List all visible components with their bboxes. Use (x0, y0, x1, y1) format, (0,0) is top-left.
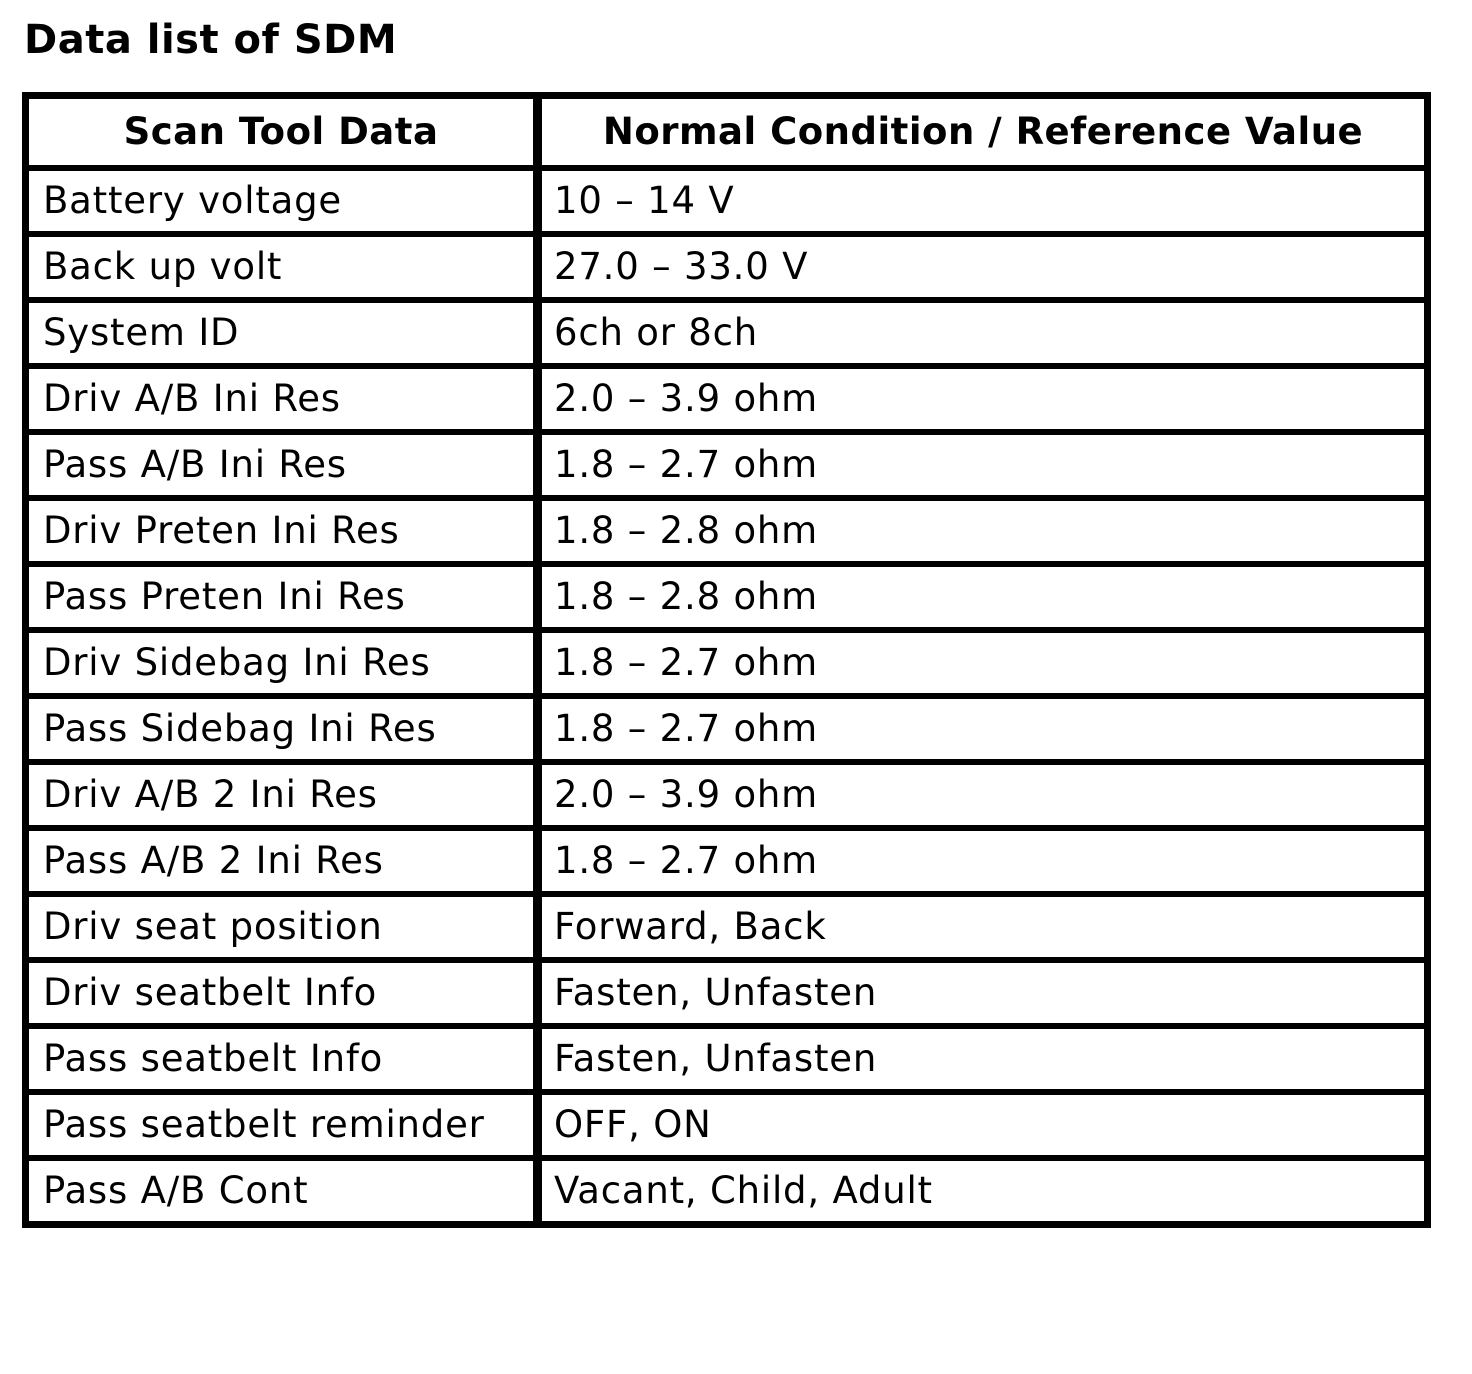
table-row (26, 762, 1428, 828)
table-row (26, 366, 1428, 432)
sdm-data-table (22, 92, 1431, 1228)
scan-tool-data-cell: Pass Sidebag Ini Res (26, 696, 538, 762)
table-row (26, 498, 1428, 564)
reference-value-cell: Fasten, Unfasten (538, 960, 1428, 1026)
scan-tool-data-cell: Pass A/B Cont (26, 1158, 538, 1225)
table-row (26, 432, 1428, 498)
page-title: Data list of SDM (24, 17, 398, 63)
reference-value-cell: 27.0 – 33.0 V (538, 234, 1428, 300)
scan-tool-data-cell: Driv A/B 2 Ini Res (26, 762, 538, 828)
table-row (26, 630, 1428, 696)
reference-value-cell: 2.0 – 3.9 ohm (538, 366, 1428, 432)
table-row (26, 168, 1428, 234)
reference-value-cell: Fasten, Unfasten (538, 1026, 1428, 1092)
scan-tool-data-cell: Driv A/B Ini Res (26, 366, 538, 432)
scan-tool-data-cell: Back up volt (26, 234, 538, 300)
scan-tool-data-cell: Driv Sidebag Ini Res (26, 630, 538, 696)
reference-value-cell: 1.8 – 2.7 ohm (538, 828, 1428, 894)
reference-value-cell: Forward, Back (538, 894, 1428, 960)
scan-tool-data-cell: Pass A/B Ini Res (26, 432, 538, 498)
reference-value-cell: 1.8 – 2.8 ohm (538, 564, 1428, 630)
scan-tool-data-cell: Pass A/B 2 Ini Res (26, 828, 538, 894)
scan-tool-data-cell: System ID (26, 300, 538, 366)
reference-value-cell: 10 – 14 V (538, 168, 1428, 234)
table-row (26, 234, 1428, 300)
header-scan-tool-data: Scan Tool Data (26, 96, 538, 169)
table-header (26, 96, 1428, 169)
reference-value-cell: 1.8 – 2.7 ohm (538, 630, 1428, 696)
scan-tool-data-cell: Pass seatbelt reminder (26, 1092, 538, 1158)
table-row (26, 1026, 1428, 1092)
table-row (26, 1158, 1428, 1225)
reference-value-cell: 6ch or 8ch (538, 300, 1428, 366)
reference-value-cell: 1.8 – 2.8 ohm (538, 498, 1428, 564)
table-row (26, 828, 1428, 894)
table-row (26, 300, 1428, 366)
table-row (26, 696, 1428, 762)
reference-value-cell: OFF, ON (538, 1092, 1428, 1158)
table-row (26, 960, 1428, 1026)
reference-value-cell: 1.8 – 2.7 ohm (538, 696, 1428, 762)
header-row (26, 96, 1428, 169)
header-reference-value: Normal Condition / Reference Value (538, 96, 1428, 169)
scan-tool-data-cell: Pass Preten Ini Res (26, 564, 538, 630)
scan-tool-data-cell: Driv seatbelt Info (26, 960, 538, 1026)
scan-tool-data-cell: Driv seat position (26, 894, 538, 960)
table-row (26, 1092, 1428, 1158)
table-row (26, 564, 1428, 630)
table-body (26, 168, 1428, 1225)
reference-value-cell: 2.0 – 3.9 ohm (538, 762, 1428, 828)
scan-tool-data-cell: Driv Preten Ini Res (26, 498, 538, 564)
table-row (26, 894, 1428, 960)
scan-tool-data-cell: Pass seatbelt Info (26, 1026, 538, 1092)
reference-value-cell: 1.8 – 2.7 ohm (538, 432, 1428, 498)
reference-value-cell: Vacant, Child, Adult (538, 1158, 1428, 1225)
scan-tool-data-cell: Battery voltage (26, 168, 538, 234)
